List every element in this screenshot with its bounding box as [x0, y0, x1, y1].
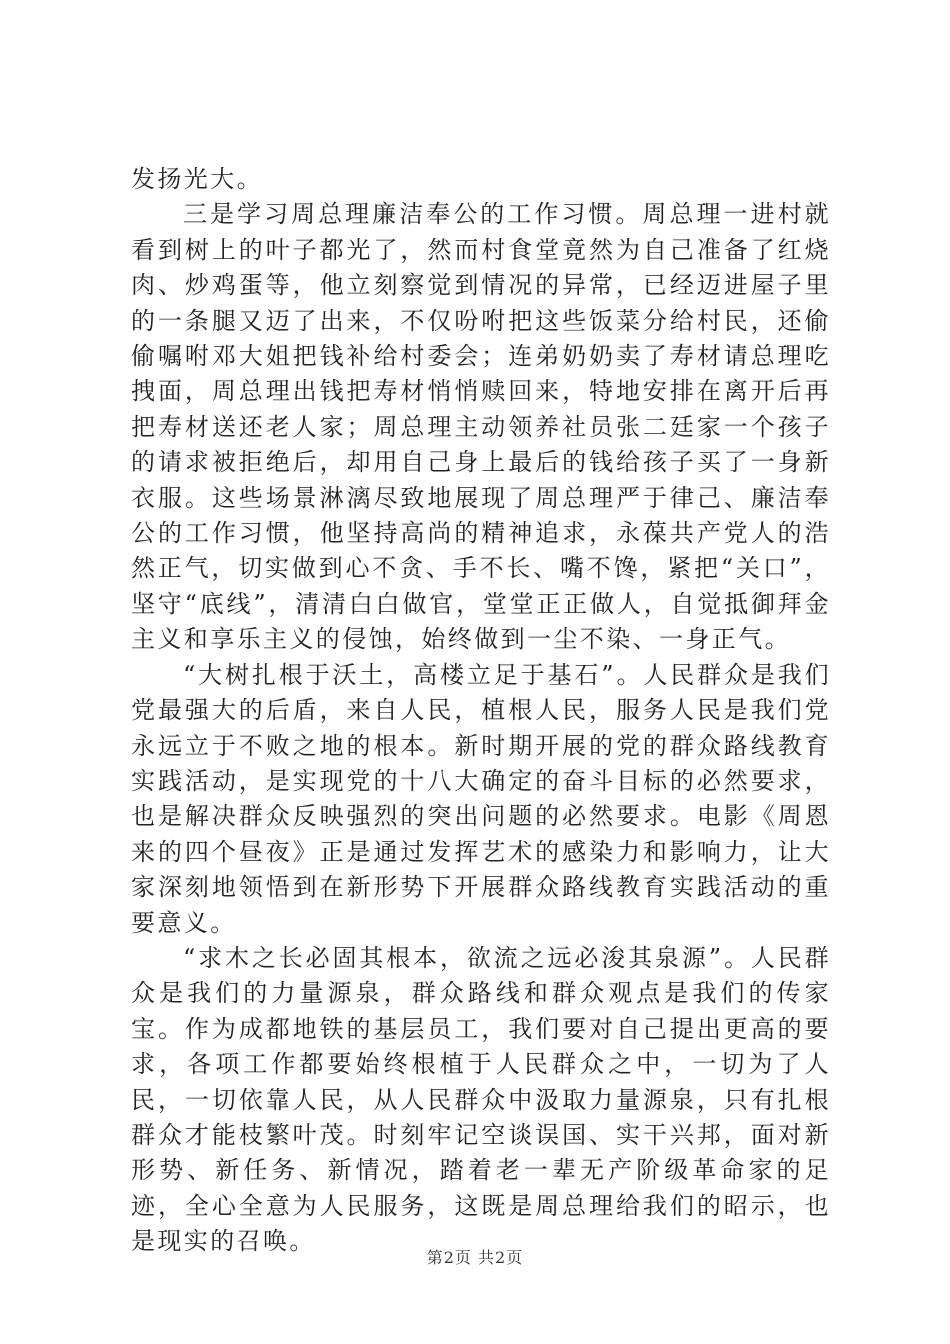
paragraph-conclusion: “求木之长必固其根本，欲流之远必浚其泉源”。人民群众是我们的力量源泉，群众路线和群众观点是我们的传家宝。作为成都地铁的基层员工，我们要对自己提出更高的要求，各项工作都要始终根植于人民群众之中，一切为了人民，一切依靠人民，从人民群众中汲取力量源泉，只有扎根群众才能枝繁叶茂。时刻牢记空谈误国、实干兴邦，面对新形势、新任务、新情况，踏着老一辈无产阶级革命家的足迹，全心全意为人民服务，这既是周总理给我们的昭示，也是现实的召唤。 — [131, 943, 831, 1256]
document-body — [131, 162, 831, 1260]
paragraph-integrity: 三是学习周总理廉洁奉公的工作习惯。周总理一进村就看到树上的叶子都光了，然而村食堂竟然为自己准备了红烧肉、炒鸡蛋等，他立刻察觉到情况的异常，已经迈进屋子里的一条腿又迈了出来，不仅吩咐把这些饭菜分给村民，还偷偷嘱咐邓大姐把钱补给村委会；连弟奶奶卖了寿材请总理吃拽面，周总理出钱把寿材悄悄赎回来，特地安排在离开后再把寿材送还老人家；周总理主动领养社员张二廷家一个孩子的请求被拒绝后，却用自己身上最后的钱给孩子买了一身新衣服。这些场景淋漓尽致地展现了周总理严于律己、廉洁奉公的工作习惯，他坚持高尚的精神追求，永葆共产党人的浩然正气，切实做到心不贪、手不长、嘴不馋，紧把“关口”，坚守“底线”，清清白白做官，堂堂正正做人，自觉抵御拜金主义和享乐主义的侵蚀，始终做到一尘不染、一身正气。 — [131, 200, 831, 654]
paragraph-mass-line: “大树扎根于沃土，高楼立足于基石”。人民群众是我们党最强大的后盾，来自人民，植根人民，服务人民是我们党永远立于不败之地的根本。新时期开展的党的群众路线教育实践活动，是实现党的十八大确定的奋斗目标的必然要求，也是解决群众反映强烈的突出问题的必然要求。电影《周恩来的四个昼夜》正是通过发挥艺术的感染力和影响力，让大家深刻地领悟到在新形势下开展群众路线教育实践活动的重要意义。 — [131, 660, 831, 937]
page-number-footer: 第2页 共2页 — [426, 1248, 524, 1267]
paragraph-continuation: 发扬光大。 — [131, 165, 263, 193]
